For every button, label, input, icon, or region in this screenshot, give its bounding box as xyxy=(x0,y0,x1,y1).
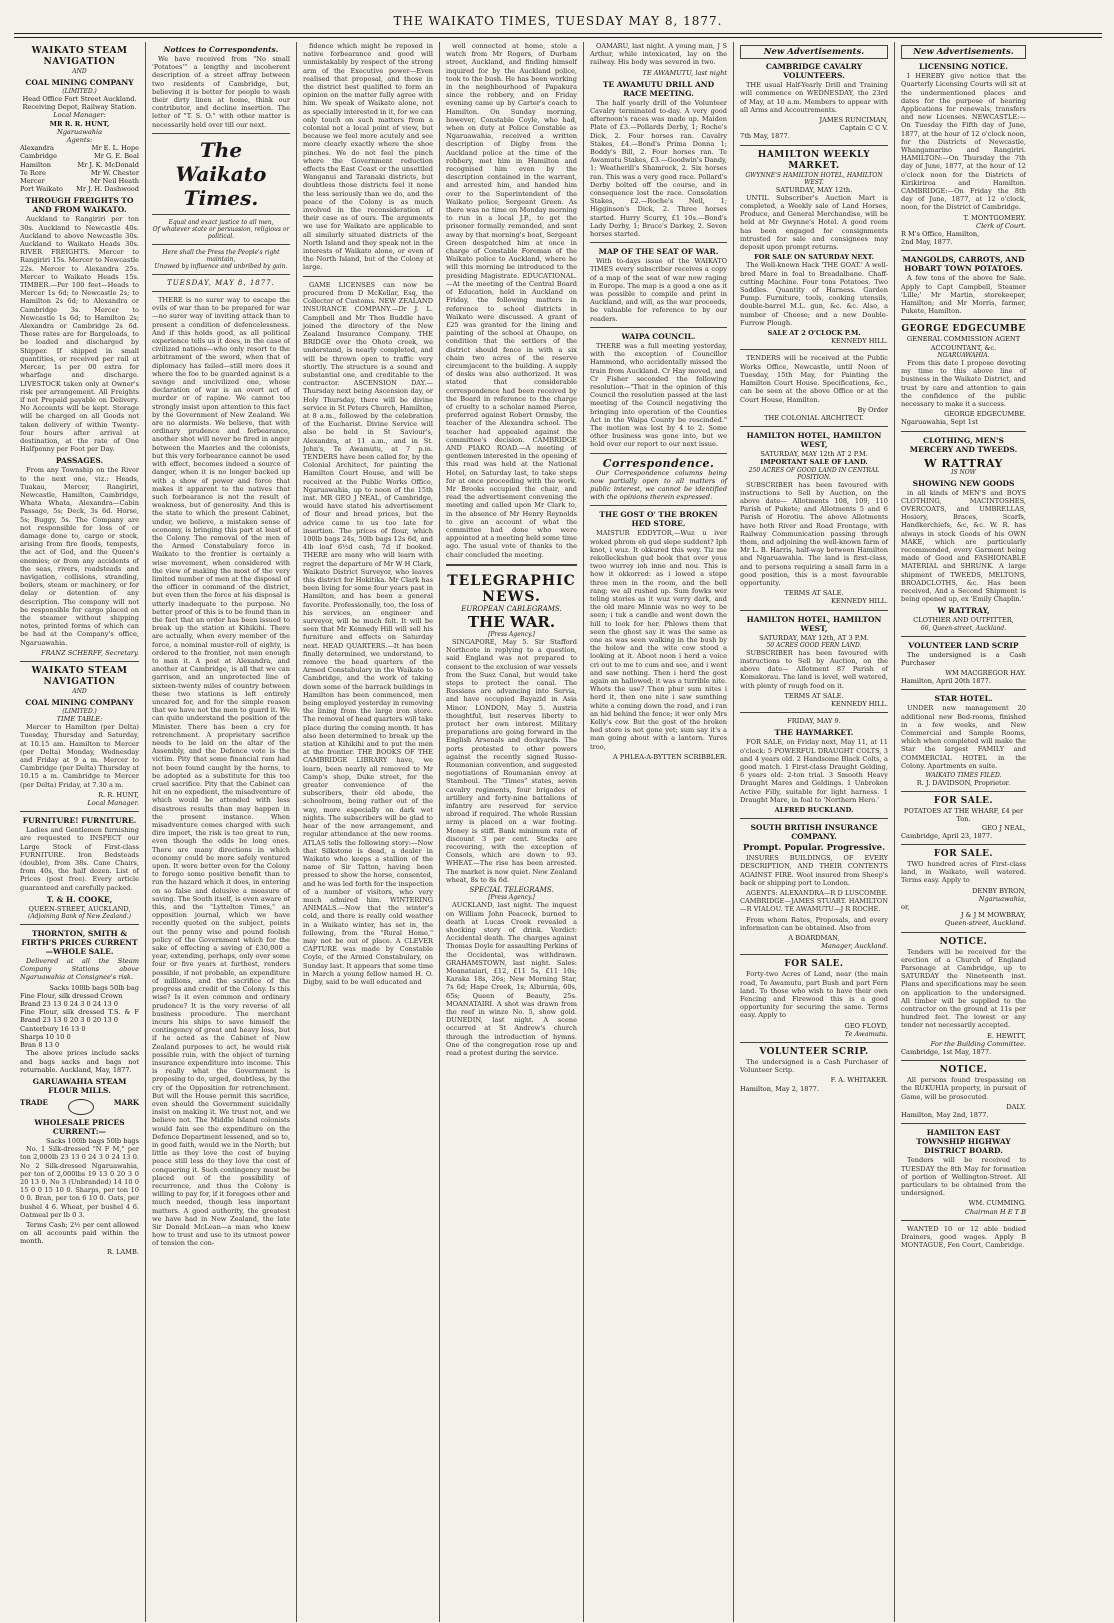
special-press-agency: [Press Agency.] xyxy=(488,894,535,902)
edgecumbe-date: Ngaruawahia, Sept 1st xyxy=(901,418,978,427)
oamaru-item: OAMARU, last night. A young man, J S Arthur, while intoxicated, lay on the railway. His body was severed in two. xyxy=(590,42,727,67)
map-body: With to-days issue of the WAIKATO TIMES every subscriber receives a copy of a map of the seat of war now raging in Europe. The map is a good a one as it was possible to compile and print in Auckland, and will, as the war proceeds, be valuable for reference to by our readers. xyxy=(590,257,727,323)
edgecumbe-place: NGARUAWAHIA. xyxy=(937,351,990,359)
editorial-dateline: TUESDAY, MAY 8, 1877. xyxy=(167,278,275,287)
market-time: SALE AT 2 O'CLOCK P.M. xyxy=(767,329,861,338)
land-forsale-place: Ngaruawahia, xyxy=(978,894,1026,903)
new-ads-header: New Advertisements. xyxy=(740,45,888,59)
divider xyxy=(740,954,888,955)
scrip-sign: F. A. WHITAKER. xyxy=(830,1076,888,1085)
cavalry-title: CAMBRIDGE CAVALRY VOLUNTEERS. xyxy=(765,62,863,81)
column-4 xyxy=(440,42,584,1622)
timetable-title: TIME TABLE: xyxy=(56,715,103,723)
licensing-body: I HEREBY give notice that the Quarterly Licensing Courts will sit at the undermentioned places and dates for the purpose of hearing Applications for renewals, transfers and new Licenses. NEWCASTLE:—On Tuesday the Fifth day of June, 1877, at the hour of 12 o'clock noon, for the Districts of Newcastle, Whangamarino and Rangiriri. HAMILTON:—On Thursday the 7th day of June, 1877, at the hour of 12 o'clock noon for the Districts of Kirikiriroa and Hamilton. CAMBRIDGE:—On Friday the 8th day of June, 1877, at 12 o'clock, noon, for the District of Cambridge. xyxy=(901,72,1026,212)
wsn-limited: (LIMITED.) xyxy=(62,88,97,95)
divider xyxy=(590,505,727,506)
land-forsale-body: TWO hundred acres of First-class land, in Waikato, well watered. Terms easy. Apply to xyxy=(901,860,1026,885)
manager-2-role: Local Manager. xyxy=(87,799,139,808)
price-row: Fine Flour, silk dressed T.S. & F Brand 23 13 0 20 3 0 20 13 0 xyxy=(20,1008,139,1025)
market-title: HAMILTON WEEKLY MARKET. xyxy=(757,149,871,171)
price-list xyxy=(20,992,139,1049)
haymarket-title: THE HAYMARKET. xyxy=(774,728,854,738)
tenders-by: By Order xyxy=(857,405,888,414)
trade-mark-emblem xyxy=(68,1099,94,1115)
hotel2-sub: 50 ACRES GOOD FERN LAND. xyxy=(766,641,862,649)
divider xyxy=(590,327,727,328)
drill-dateline: TE AWAMUTU, last night xyxy=(642,68,727,77)
hotel-date: SATURDAY, MAY 12th AT 2 P.M. xyxy=(760,450,868,459)
rattray-body: in all kinds of MEN'S and BOYS CLOTHING, MACINTOSHES, OVERCOATS, and UMBRELLAS, Hosiery, Braces, Scarfs, Handkerchiefs, &c, &c. W. R. has always in stock Goods of his OWN MAKE, which are particularly recommended, every Garment being made of Good and FASHIONABLE MATERIAL and SHRUNK. A large shipment of TWEEDS, MELTONS, BROADCLOTHS, &c. Has been received, And a Second Shipment is being opened up, ex 'Emily Chaplin.' xyxy=(901,488,1026,604)
mangolds-title: MANGOLDS, CARROTS, AND HOBART TOWN POTATOES. xyxy=(902,255,1025,274)
column-2 xyxy=(146,42,297,1622)
highway-title: HAMILTON EAST TOWNSHIP HIGHWAY DISTRICT BOARD. xyxy=(916,1128,1011,1156)
market-items: The Well-known Hack 'THE GOAT.' A well-bred Mare in foal to Breadalbane. Chaff-cutting Machine. Four tons Potatoes. Two Saddles. Quantity of Harness. Garden Pump. Furniture, tools, cooking utensils, double-barrel M.L. gun, &c. &c. Also, a number of Cheese; and a new Double-Furrow Plough. xyxy=(740,261,888,327)
wsn-manager: MR R. R. HUNT, xyxy=(49,119,110,128)
agent-row xyxy=(20,185,139,193)
furniture-body: Ladies and Gentlemen furnishing are requested to INSPECT our Large Stock of First-class FURNITURE. Iron Bedsteads (double), from 38s. Cane Chairs, from 40s, the half dozen. List of Prices (post free). Every article guaranteed and carefully packed. xyxy=(20,826,139,892)
wsn-company-2: COAL MINING COMPANY xyxy=(25,698,134,707)
potatoes-title: FOR SALE. xyxy=(933,796,994,807)
highway-body: Tenders will be received to TUESDAY the 8th May for formation of portion of Wellington-Street. All particulars to be obtained from the undersigned. xyxy=(901,1156,1026,1198)
notice-body: Tenders will be received for the erection of a Church of England Parsonage at Cambridge, up to SATURDAY the Nineteenth inst. Plans and specifications may be seen on application to the undersigned. All timber will be supplied to the contractor on the ground at 11s per hundred feet. The lowest or any tender not necessarily accepted. xyxy=(901,947,1026,1030)
war-body: SINGAPORE, May 5. Sir Stafford Northcote in replying to a question, said England was not prepared to consent to the exclusion of war vessels from the Suez Canal, but would take steps to protect the canal. The Russians are advancing into Servia, and have occupied Bayazid in Asia Minor. LONDON, May 5. Austria thoughtful, but reserves liberty to protect her own interest. Military preparations are going forward in the English Arsenals and dockyards. The ports protested to other powers against the recently signed Russo-Roumanian convention, and suggested negotiations of Roumanian envoy at Stamboul. The "Times" states, seven cavalry regiments, four brigades of artillery and forty-nine battalions of infantry are reserved for service abroad if required. The whole Russian army is placed on a war footing. Money is stiff. Bank minimum rate of discount 3 per cent. Stocks are recovering, with the exception of Consols, which are down to 93. WHEAT.—The rise has been arrested. The market is now quiet. New Zealand wheat, 8s to 8s 6d. xyxy=(446,638,577,884)
notice2-sign: DALY. xyxy=(1006,1102,1026,1111)
wsn-place: Ngaruawahia xyxy=(56,127,103,136)
hotel-body: SUBSCRIBER has been favoured with instructions to Sell by Auction, on the above date— Allotments 108, 109, 110 Parish of Pukete; and Allotments 5 and 6 Parish of Horotiu. The above Allotments have both River and Road Frontage, with Railway Communication passing through them, and adjoining the well-known farm of Mr L. B. Harris, half-way between Hamilton and Ngaruawahia. The land is first-class, and to persons requiring a small farm in a good position, this is a most favourable opportunity. xyxy=(740,480,888,587)
land-forsale-addr: Queen-street, Auckland. xyxy=(944,919,1026,928)
volunteer-title: VOLUNTEER LAND SCRIP xyxy=(908,640,1019,650)
south-british-info: From whom Rates, Proposals, and every information can be obtained. Also from xyxy=(740,915,888,932)
cooke-name: T. & H. COOKE, xyxy=(46,894,113,904)
drill-title: TE AWAMUTU DRILL AND RACE MEETING. xyxy=(602,79,715,98)
star-filed: WAIKATO TIMES FILED. xyxy=(925,772,1002,779)
notice-role: For the Building Committee. xyxy=(930,1039,1026,1048)
wsn-title-2: WAIKATO STEAM NAVIGATION xyxy=(31,666,128,687)
land-forsale-sign: DENBY BYRON, xyxy=(972,886,1026,895)
rattray-role: CLOTHIER AND OUTFITTER, xyxy=(913,616,1014,625)
divider xyxy=(901,791,1026,792)
rattray-name: W RATTRAY xyxy=(924,456,1003,470)
terms: Terms Cash; 2½ per cent allowed on all accounts paid within the month. xyxy=(20,1220,139,1246)
telegraphic-title: TELEGRAPHIC NEWS. xyxy=(447,572,576,605)
licensing-date: 2nd May, 1877. xyxy=(901,238,953,247)
edgecumbe-body: From this date I propose devoting my time to this above line of business in the Waikato District, and trust by care and attention to gain the confidence of the public necessary to make it a success. xyxy=(901,358,1026,408)
agent-row xyxy=(20,144,139,152)
land-forsale-or: or, xyxy=(901,903,910,912)
trade-label: TRADE xyxy=(20,1097,48,1107)
lamb-signature: R. LAMB. xyxy=(107,1247,139,1256)
south-british-slogan: Prompt. Popular. Progressive. xyxy=(742,843,886,854)
price-row: Sharps 10 10 0 xyxy=(20,1032,71,1041)
divider xyxy=(740,426,888,427)
passages-title: PASSAGES. xyxy=(55,456,104,466)
friday-date: FRIDAY, MAY 9. xyxy=(787,717,841,726)
wsn-limited-2: (LIMITED.) xyxy=(62,708,97,715)
clothing-title: CLOTHING, MEN'S MERCERY AND TWEEDS. xyxy=(909,435,1018,454)
hotel2-terms: TERMS AT SALE. xyxy=(784,691,844,700)
european-cablegrams: EUROPEAN CABLEGRAMS. xyxy=(461,604,562,613)
divider xyxy=(740,349,888,350)
price-header: Sacks 100lb bags 50lb bag xyxy=(49,983,139,992)
star-body: UNDER new management 20 additional new Bed-rooms, finished in a few weeks, and New Commercial and Sample Rooms, which when completed will make the Star the largest FAMILY and COMMERCIAL HOTEL in the Colony. Apartments en suite. xyxy=(901,704,1026,770)
tenders-sign: THE COLONIAL ARCHITECT. xyxy=(764,413,864,422)
forsale-place: Te Awamutu. xyxy=(844,1029,888,1038)
wholesale-title: WHOLESALE PRICES CURRENT:— xyxy=(34,1117,125,1136)
agent-place: Port Waikato xyxy=(20,185,63,194)
special-body: AUCKLAND, last night. The inquest on William John Peacock, burned to death at Lucas Creek revealed a shocking story of drink. Verdict: Accidental death. The charges against Thomas Doyle for assaulting Perkins of the Occidental, was withdrawn. GRAHAMSTOWN, last night. Sales: Moanataiari, £12, £11 5s, £11 10s; Karaka 18s, 26s; New Morning Star, 7s 6d; Hape Creek, 1s; Alburnia, 60s, 65s; Queen of Beauty, 25s. MOANATAIRI. A shot was drawn from the reef in winze No. 5, show gold. DUNEDIN, last night. A scene occurred at St Andrew's church through the introduction of hymns. One of the congregation rose up and read a protest during the service. xyxy=(446,901,577,1057)
forsale-title: FOR SALE. xyxy=(784,959,844,970)
divider xyxy=(901,319,1026,320)
potatoes-sign: GEO J NEAL, xyxy=(981,823,1026,832)
potatoes-body: POTATOES AT THE WHARF, £4 per Ton. xyxy=(903,807,1024,824)
ghost-body: MAISTUR EDDYTOR,—Wuz u iver woked phrom eh gud slepe suddent? Iph knot, i wuz. It okkured this wey. Tiz me rekolleckshun gud book that over yous twoo wurrey ioh inne and nou. This is how it okkorred: as i lowed a stepe three men in the room, and the bell rang; we all rushed up. Sum fowks wer teling stories as it wuz verry dark, and the old mare Minnie was no wey to be seen; i tuk a candle and went down the hill to look for her. Phlows them that seen the ghost say it was the same as one as was seen walking in the bush by the holow and the wite cow stood a looking at it. Aboot noon i herd a voice cri out to me to cum and see, and i went and saw nothing. Then i herd the gost again an hallowed; it was a turrible nite. Whots the use? Then phur sum nites i herd it, then one nite i saw sumthing white a coming down the road, and i ran an hid behind the fence; it wer only Mrs Kelly's cow. But the gost of the broken hed store is not gone yet; sum say it's a man going about with a lantern. Yures troo, xyxy=(590,529,727,751)
agent-place: Te Rore xyxy=(20,168,46,177)
south-british-agents: AGENTS: ALEXANDRA—R D LUSCOMBE. CAMBRIDGE—JAMES STUART. HAMILTON—R VIALOU. TE AWAMUTU—J R ROCHE. xyxy=(740,889,888,914)
divider xyxy=(152,244,290,245)
agent-row xyxy=(20,161,139,169)
rattray-sign: W RATTRAY, xyxy=(937,606,990,616)
cavalry-sign: JAMES RUNCIMAN, xyxy=(819,116,888,125)
market-loc: GWYNNE'S HAMILTON HOTEL, HAMILTON WEST. xyxy=(745,171,883,186)
agent-name: Mr W. Chester xyxy=(90,168,139,177)
editorial-body: THERE is no surer way to escape the evils of war than to be prepared for war—no surer way of inviting attack than to present a condition of defencelessness. And if this holds good, as all political experience tells us it does, in the case of civilized nations—who only resort to the arbitrament of the sword, when that of diplomacy has failed—still more does it where the foe to be guarded against is a savage and uncivilized one, whose declaration of war is an overt act of murder or of rapine. We cannot too strongly insist upon attention to this fact by the Government of New Zealand. We are no alarmists. We believe, that with ordinary prudence and forbearance, another shot will never be fired in anger between the Maories and the colonists, but this very forbearance cannot be used with effect, becomes indeed a source of danger, when it is no longer backed up with a show of power and force that makes it apparent to the natives that such forbearance is not the result of weakness, but of generosity. And this is the state to which the present Cabinet, under, we believe, a mistaken sense of economy, is bringing this part at least of the Colony. The removal of the men of the Armed Constabulary force in Waikato to the frontier is certainly a wise movement, when considered with the view of making the most of the very limited number of men at the disposal of the officer in command of the district, but even then the force at his disposal is utterly inadequate to the purpose. No better proof of this is to be found than in the fact that an order has been issued to break up the station at Kihikihi. There are actually, when every member of the force, a nominal muster-roll of eighty, is ordered to the frontier, not men enough to man it. A post at Alexandra, and another at Cambridge, is all that we can garrison, and an unprotected line of sixteen-twenty miles of country between these two stations is left entirely uncared for, and for the simple reason that we have not the men to guard it. We can quite understand the position of the Minister. There has been a cry for retrenchment. A proprietary sacrifice needs to be laid on the altar of the Assembly, and the Defence vote is the victim. Pity that some financial ram had not been found caught by the horns, to be adopted as a substitute for this too cruel sacrifice. Pity that the Cabinet can hit on no expedient, the misadventure of which would be attended with less disastrous results than may happen in the present instance. When misadventure comes charged with such dire import, the risk is too great to run, even though the odds be long ones. There are many directions in which economy could be more safely ventured upon. It were better even for the Colony to forego some positive benefit than to run the hazard which it does, in entering on so false and delusive a measure of saving. The South itself, is even aware of this, and the "Lyttelton Times," an opposition journal, which we have recently quoted on the subject, points out the penny wise and pound foolish policy of the Government which for the sake of effecting a saving of £30,000 a year, extending, perhaps, only over some four or five years at furthest, renders possible, if not probable, an expenditure of millions, and the sacrifice of the progress and credit of the Colony. Is this wise? Is it even common and ordinary prudence? It is the very reverse of all business procedure. The merchant incurs his ships to save himself the contingency of great and heavy loss, but if he acted as the Cabinet of New Zealand purposes to act, he would risk possible ruin, with the object of turning insurance expenditure into income. This is really what the Government is proposing to do, urged, doubtless, by the cry of the Opposition for retrenchment. But will the House permit this sacrifice, even should the Government suicidally insist on making it. We trust not, and we believe not. The Middle Island colonists would fain see the expenditure on the Defence Department lessened, and so to, in good faith, would we in the North; but little as they love the cost of buying peace still less do they love the cost of conquering it. Such contingency must be placed out of the possibility of recurrence, and thus the Colony is willing to pay for, if it foregoes other and much needed, though less important matters. A good authority, the greatest we have had in New Zealand, the late Sir Donald McLean—a man who knew how to trust and use to its utmost power of tension the con- xyxy=(152,296,290,1248)
divider xyxy=(152,274,290,275)
ghost-signature: A PHLEA-A-BYTTEN SCRIBBLER. xyxy=(613,752,727,761)
volunteer-date: Hamilton, April 20th 1877. xyxy=(901,677,991,686)
divider xyxy=(901,250,1026,251)
war-title: THE WAR. xyxy=(467,613,556,631)
special-telegrams: SPECIAL TELEGRAMS. xyxy=(469,886,554,895)
divider xyxy=(740,1042,888,1043)
divider xyxy=(446,564,577,568)
market-date: SATURDAY, MAY 12th. xyxy=(775,185,853,194)
mark-label: MARK xyxy=(113,1097,139,1107)
hotel-acres: 250 ACRES OF GOOD LAND IN CENTRAL POSITION. xyxy=(748,466,880,481)
divider xyxy=(590,453,727,454)
licensing-office: R M's Office, Hamilton, xyxy=(901,230,980,239)
price-note: The above prices include sacks and bags sacks and bags not returnable. Auckland, May, 1877. xyxy=(20,1049,139,1074)
agent-place: Alexandra xyxy=(20,144,54,153)
freights-body: Auckland to Rangiriri per ton 30s. Auckland to Newcastle 40s. Auckland to above Newcastle 30s. Auckland to Waikato Heads 30s. RIVER FREIGHTS. Mercer to Rangiriri 15s. Mercer to Newcastle 22s. Mercer to Alexandra 25s. Mercer to Waikato Heads 15s. TIMBER.—Per 100 feet—Heads to Mercer 1s 6d; to Newcastle 2s; to Hamilton 2s 6d; to Alexandra or Cambridge 3s. Mercer to Newcastle 1s 6d; to Hamilton 2s; Alexandra or Cambridge 2s 6d. These rates are for Bargeloads, to be loaded and discharged by Shipper. If shipped in small quantities, or received per rail at Mercer, 1s per 00 extra for wharfage and discharge. LIVESTOCK taken only at Owner's risk per arrangement. All Freights if not Prepaid payable on Delivery. No Accounts will be kept. Storage will be charged on all Goods not taken delivery of within Twenty-four hours after arrival at destination, at the rate of One Halfpenny per Foot per Day. xyxy=(20,215,139,454)
notice-title: NOTICE. xyxy=(939,936,988,947)
divider xyxy=(901,689,1026,690)
market-body: UNTIL Subscriber's Auction Mart is completed, a Weekly sale of Land Horses, Produce, and General Merchandise, will be held at Mr Gwynne's Hotel. A good room has been engaged for consignments intrusted for sale and consignees may deposit upon prompt returns. xyxy=(740,193,888,252)
cavalry-date: 7th May, 1877. xyxy=(740,132,790,141)
masthead-rule xyxy=(14,33,1102,34)
highway-sign: WM. CUMMING. xyxy=(968,1199,1026,1208)
hotel-terms: TERMS AT SALE. xyxy=(784,589,844,598)
notice2-date: Hamilton, May 2nd, 1877. xyxy=(901,1111,989,1120)
divider xyxy=(901,844,1026,845)
divider xyxy=(901,1060,1026,1061)
volunteer-body: The undersigned is a Cash Purchaser xyxy=(901,650,1026,667)
agent-name: Mr G. E. Beal xyxy=(93,152,139,161)
wsn-agents-label: Agents: xyxy=(66,136,93,145)
licensing-role: Clerk of Court. xyxy=(976,221,1026,230)
edgecumbe-title: GEORGE EDGECUMBE xyxy=(901,324,1026,335)
price-row: Bran 8 13 0 xyxy=(20,1041,60,1050)
agent-name: Mr J. H. Dashwood xyxy=(76,185,139,194)
divider xyxy=(590,242,727,243)
divider xyxy=(901,431,1026,432)
divider xyxy=(20,811,139,812)
divider xyxy=(152,214,290,215)
divider xyxy=(152,133,290,134)
agent-name: Mr J. K. McDonald xyxy=(77,160,139,169)
divider xyxy=(20,661,139,662)
edgecumbe-sub2: ACCOUNTANT, &c. xyxy=(930,343,997,352)
hotel2-body: SUBSCRIBER has been favoured with instructions to Sell by Auction, on the above date— Allotment 87 Parish of Komakorau. The land is level, well watered, with plenty of rough food on it. xyxy=(740,648,888,690)
agent-place: Cambridge xyxy=(20,152,58,161)
new-ads-header-2: New Advertisements. xyxy=(901,45,1026,59)
wsn-company: COAL MINING COMPANY xyxy=(25,78,134,87)
star-sign: R. J. DAVIDSON, Proprietor. xyxy=(916,779,1011,787)
cavalry-body: THE usual Half-Yearly Drill and Training will commence on WEDNESDAY, the 23rd of May, at 10 a.m. Members to appear with all Arms and Accoutrements. xyxy=(740,81,888,114)
column-7 xyxy=(895,42,1032,1622)
mangolds-body: A few tons of the above for Sale. Apply to Capt Campbell, Steamer 'Lille;' Mr Martin, storekeeper, Hamilton; and Mr Morris, farmer, Pukete, Hamilton. xyxy=(901,274,1026,316)
wsn-and: AND xyxy=(72,68,87,75)
agent-place: Hamilton xyxy=(20,160,52,169)
potatoes-date: Cambridge, April 23, 1877. xyxy=(901,831,993,840)
notice2-body: All persons found trespassing on the RUKUHIA property, in pursuit of Game, will be prosecuted. xyxy=(901,1076,1026,1101)
edgecumbe-sub: GENERAL COMMISSION AGENT xyxy=(906,335,1021,344)
motto-1: Equal and exact justice to all men, xyxy=(168,218,274,226)
market-sign: KENNEDY HILL. xyxy=(830,337,888,346)
correspondence-title: Correspondence. xyxy=(602,456,715,470)
wsn-and-2: AND xyxy=(72,688,87,695)
agent-row xyxy=(20,177,139,185)
wsn-office: Head Office Fort Street Auckland. xyxy=(22,95,137,103)
scrip-date: Hamilton, May 2, 1877. xyxy=(740,1084,819,1093)
haymarket-body: FOR SALE, on Friday next, May 11, at 11 o'clock: 5 POWERFUL DRAUGHT COLTS, 3 and 4 years old. 2 Handsome Black Colts, a good match. 1 First-class Draught Gelding, 6 years old: 2-ton trial. 3 Smooth Heavy Draught Mares and Geldings. 1 Unbroken Active Filly, suitable for light harness. 1 Draught Mare, in foal to 'Northern Hero.' xyxy=(740,738,888,804)
south-british-sign: A BOARDMAN, xyxy=(788,934,840,943)
masthead: THE WAIKATO TIMES, TUESDAY MAY 8, 1877. xyxy=(393,14,723,28)
furniture-title: FURNITURE! FURNITURE. xyxy=(22,816,137,826)
columns xyxy=(14,42,1102,1622)
ghost-title: THE GOST O' THE BROKEN HED STORE. xyxy=(599,510,718,529)
land-forsale-title: FOR SALE. xyxy=(933,849,994,860)
forsale-body: Forty-two Acres of Land, near (the main road, Te Awamutu, part Bush and part Fern land. To those who wish to have their own Fencing and Firewood this is a good opportunity for securing the same. Terms easy. Apply to xyxy=(740,970,888,1020)
passages-body: From any Township on the River to the next one, viz.: Heads, Tuakau, Mercer, Rangiriri, Newcastle, Hamilton, Cambridge, Whata Whata, Alexandra—Cabin Passage, 5s; Deck, 3s 6d. Horse, 5s; Buggy, 5s. The Company are not responsible for loss of or damage done to, cargo or stock, arising from fire floods, tempests, the act of God, and the Queen's enemies; or from any accidents of the seas, rivers, roadsteads and navigation, collisions, stranding, boilers, steam or machinery, or for delay or detention of any description. The company will not be responsible for cargo placed on the steamer without shipping notes, printed forms of which can be had at the Company's office, Ngaruawahia. xyxy=(20,466,139,647)
masthead-rule-2 xyxy=(14,37,1102,38)
hotel2-title: HAMILTON HOTEL, HAMILTON WEST, xyxy=(746,614,882,633)
freights-title: THROUGH FREIGHTS TO AND FROM WAIKATO. xyxy=(25,196,134,215)
column-6 xyxy=(734,42,895,1622)
divider xyxy=(303,276,433,277)
price-row: Brand 23 13 0 24 3 0 24 13 0 xyxy=(20,1000,118,1009)
motto-2: Of whatever state or persuasion, religious or political. xyxy=(152,225,290,240)
wholesale-header: Sacks 100lb bags 50lb bags xyxy=(45,1136,139,1145)
motto-4: Unawed by influence and unbribed by gain. xyxy=(154,262,288,270)
agent-row xyxy=(20,152,139,160)
rattray-is: IS NOW xyxy=(951,468,976,476)
showing-new-goods: SHOWING NEW GOODS xyxy=(912,478,1015,488)
waipa-body: THERE was a full meeting yesterday, with the exception of Councillor Hammond, who accidentally missed the train from Auckland. Cr Hay moved, and Cr Fisher seconded the following resolution—"That in the opinion of this Council the resolution passed at the last meeting of the Council negativing the bringing into operation of the Counties Act in the Waipa County be rescinded." The motion was lost by 4 to 2. Some other business was gone into, but we hold over our report to our next issue. xyxy=(590,341,727,449)
forsale-sign: GEO FLOYD, xyxy=(844,1021,888,1030)
editorial-continued: fidence which might be reposed in native forbearance and good will unmistakably by respect of the strong arm of the Executive power—Even realised that proposal, and those in the district best qualified to form an opinion on the matter fully agree with him. We speak of Waikato alone, not as specially interested in it, for we can only touch on such matters from a colonial not a local point of view, but because we feel more acutely and see more clearly exactly where the shoe pinches. We do not feel the pinch where the Government reduction effects the East Coast or the unsettled Wanganui and Taranaki districts, but doubtless those districts feel it none the less seriously than we do, and the peace of the Colony is as much involved in the reconsideration of their case as of ours. The arguments we use for Waikato are applicable to all similarly situated districts of the North Island and they speak not in the interests of Waikato alone, or even of the North Island, but of the Colony at large. xyxy=(303,42,433,272)
secretary: FRANZ SCHERFF, Secretary. xyxy=(41,648,139,657)
column-5 xyxy=(584,42,734,1622)
notice-sign: E. HEWITT, xyxy=(987,1031,1026,1040)
edgecumbe-sign: GEORGE EDGECUMBE. xyxy=(944,410,1026,419)
trade-mark-row xyxy=(20,1099,139,1115)
tenders-body: TENDERS will be received at the Public Works Office, Newcastle, until Noon of Tuesday, 15th May, for Painting the Hamilton Court House. Specifications, &c., can be seen at the above Office or at the Court House, Hamilton. xyxy=(740,354,888,404)
column-1 xyxy=(14,42,146,1622)
divider xyxy=(740,145,888,146)
licensing-sign: T. MONTGOMERY. xyxy=(963,213,1026,222)
volunteer-sign: WM MACGREGOR HAY. xyxy=(945,668,1026,677)
agent-name: Mr Neil Heath xyxy=(90,177,139,186)
notice-date: Cambridge, 1st May, 1877. xyxy=(901,1048,992,1057)
scrip-title: VOLUNTEER SCRIP. xyxy=(759,1047,869,1058)
star-title: STAR HOTEL. xyxy=(934,694,993,704)
map-title: MAP OF THE SEAT OF WAR. xyxy=(598,247,719,257)
divider xyxy=(901,1220,1026,1221)
hotel-sign: KENNEDY HILL. xyxy=(830,597,888,606)
land-forsale-sign2: J & J M MOWBRAY, xyxy=(960,911,1026,920)
price-row: Canterbury 16 13 0 xyxy=(20,1024,86,1033)
price-row: Fine Flour, silk dressed Crown xyxy=(20,991,123,1000)
correspondence-note: Our Correspondence columns being now partially open to all matters of public interest, we cannot be identified with the opinions therein expressed. xyxy=(590,468,727,502)
divider xyxy=(20,924,139,925)
wsn-agents xyxy=(20,144,139,193)
wholesale-body: No. 1 Silk-dressed "N F M," per ton 2,000lb 23 13 0 24 3 0 24 13 0. No 2 Silk-dressed Ngaruawahia, per ton of 2,000lbs 19 13 0 20 3 0 20 13 0. No 3 (Unbranded) 14 10 0 15 0 0 15 10 0. Sharps, per ton 10 0 0. Bran, per ton 6 10 0. Oats, per bushel 4 6. Wheat, per bushel 4 6. Oatmeal per lb 0 3. xyxy=(20,1145,139,1219)
waikato-times-logo: The Waikato Times. xyxy=(175,137,267,210)
rattray-addr: 66, Queen-street, Auckland. xyxy=(920,624,1007,632)
licensing-title: LICENSING NOTICE. xyxy=(919,62,1008,72)
notices-body: We have received from "No small 'Potatoes'" a lengthy and incoherent description of a street affray between two residents of Cambridge, but, believing it is better for people to wash their dirty linen at home, think our contributor, and decline insertion. The letter of "T. S. O." with other matter is necessarily held over till our next. xyxy=(152,55,290,129)
mills-title: GARUAWAHIA STEAM FLOUR MILLS. xyxy=(32,1076,127,1095)
divider xyxy=(740,712,888,713)
hotel2-sign: KENNEDY HILL. xyxy=(830,699,888,708)
south-british-role: Manager, Auckland. xyxy=(821,942,888,951)
divider xyxy=(901,932,1026,933)
hotel-sub: IMPORTANT SALE OF LAND. xyxy=(760,458,868,467)
divider xyxy=(901,636,1026,637)
south-british-body: INSURES BUILDINGS, OF EVERY DESCRIPTION, AND THEIR CONTENTS AGAINST FIRE. Wool insured from Sheep's back or shipping port to London. xyxy=(740,854,888,887)
wsn-depot: Receiving Depot, Railway Station. xyxy=(22,103,137,112)
agent-name: Mr E. L. Hope xyxy=(91,144,139,153)
local-news-continued: well connected at home, stole a watch from Mr Rogers, of Durham street, Auckland, and finding himself inquired for by the Auckland police, took to the bush. He has been working in the neighbourhood of Papakura since the robbery, and on Friday evening came up by Carter's coach to Hamilton. On Sunday morning, however, Constable Coyle, who had, when on duty at Police Constable as Ngaruawahia, received a written description of Digby from the Auckland police at the time of the robbery, met him in Hamilton and recognised him even by the description contained in the warrant, and arrested him, and handed him over to the Superintendent of the Waikato police, Sergeant Green. As there was no time on Monday morning to run in a local J.P., to get the prisoner formally remanded, and sent away by that morning's boat, Sergeant Green despatched him at once in charge of Constable Foreman of the Waikato police to Auckland, where he will this morning be introduced to the presiding Magistrate. EDUCATIONAL.—At the meeting of the Central Board of Education, held in Auckland on Friday, the following matters in reference to school districts in Waikato were discussed. A grant of £25 was granted for the lining and painting of the school at Ohaupo, on condition that the settlers of the district should fence in with a six chain two acres of the reserve circumjacent to the building. A supply of desks was also authorized. It was stated that considerable correspondence had been received by the Board in reference to the charge of cruelty to a scholar named Pierce, preferred against Robert Ormsby, the teacher of the Alexandra school. The teacher had appealed against the committee's decision. CAMBRIDGE AND PIAKO ROAD.—A meeting of gentlemen interested in the opening of this road was held at the National Hotel, on Saturday last, to take steps for at once proceeding with the work. Mr Brooks occupied the chair, and read the advertisement convening the meeting and called upon Mr Clark to, in the absence of Mr Henry Reynolds to give an account of what the committee had done who were appointed at a meeting held some time ago. The usual vote of thanks to the chair concluded the meeting. xyxy=(446,42,577,559)
wsn-title: WAIKATO STEAM NAVIGATION xyxy=(31,46,128,67)
thornton-note: Delivered at all the Steam Company Stations above Ngaruawahia at Consignee's risk. xyxy=(20,957,139,982)
scrip-body: The undersigned is a Cash Purchaser of Volunteer Scrip. xyxy=(740,1058,888,1075)
hotel-title: HAMILTON HOTEL, HAMILTON WEST, xyxy=(746,431,882,450)
agent-place: Mercer xyxy=(20,177,45,186)
divider xyxy=(740,610,888,611)
thornton-title: THORNTON, SMITH & FIRTH'S PRICES CURRENT—WHOLE SALE. xyxy=(21,929,138,957)
divider xyxy=(901,1123,1026,1124)
timetable-body: Mercer to Hamilton (per Delta) Tuesday, Thursday and Saturday, at 10.15 am. Hamilton to Mercer (per Delta) Monday, Wednesday and Friday at 9 a m. Mercer to Cambridge (per Delta) Thursday at 10.15 a m. Cambridge to Mercer (per Delta) Friday, at 7.30 a m. xyxy=(20,723,139,789)
waipa-title: WAIPA COUNCIL. xyxy=(621,331,696,341)
cooke-addr: QUEEN-STREET, AUCKLAND, xyxy=(28,904,131,913)
wsn-manager-label: Local Manager: xyxy=(53,111,106,120)
local-news: GAME LICENSES can now be procured from D McKellar, Esq, the Collector of Customs. NEW ZEALAND INSURANCE COMPANY.—Dr J. L. Campbell and Mr Thos Buddle have joined the directory of the New Zealand Insurance Company. THE BRIDGE over the Ohoto creek, we understand, is nearly completed, and will be thrown open to traffic very shortly. The structure is a sound and substantial one, and creditable to the contractor. ASCENSION DAY.—Thursday next being Ascension day, or Holy Thursday, there will be divine service in St Peters Church, Hamilton, at 8 a.m., followed by the celebration of the Eucharist. Divine Service will also be held in St Saviour's, Alexandra, at 11 a.m., and in St. John's, Te Awamutu, at 7 p.m. TENDERS have been called for, by the Colonial Architect, for painting the Hamilton Court House, and will be received at the Public Works Office, Ngaruawahia, up to noon of the 15th inst. MR GEO J NEAL, of Cambridge, would have stated his advertisement of flour and bread prices, but the advice came to us too late for insertion. The prices of flour, which 100lb bags 24s, 50lb bags 12s 6d, and 4lb loaf 6½d cash, 7d if booked. THERE are many who will learn with regret the departure of Mr W H Clark, Waikato District Surveyor, who leaves this district for Hokitika. Mr Clark has been living for some four years past in Hamilton, and has been a general favorite. Professionally, too, the loss of his services, an engineer and surveyor, will be much felt. It will be seen that Mr Kennedy Hill will sell his furniture and effects on Saturday next. HEAD QUARTERS.—It has been finally determined, we understand, to remove the head quarters of the Armed Constabulary in the Waikato to Cambridge, and the work of taking down some of the barrack buildings in Hamilton has been commenced, men being employed yesterday in removing the lining from the large iron store. The removal of head quarters will take place during the coming month. It has also been determined to break up the station at Kihikihi and to put the men at the frontier. THE BOOKS OF THE CAMBRIDGE LIBRARY have, we learn, been nearly all removed to Mr Camp's shop, Duke street, for the greater convenience of the subscribers, their old abode, the schoolroom, being rather out of the way, more especially on dark wet nights. The subscribers will be glad to hear of the new arrangement, and regular attendance at the new rooms. ATLAS tells the following story:—Now that Silkstone is dead, a dealer in Waikato who keeps a stallion of the name of Sir Tatton, having been pressed to show the horse, consented, and he was led forth for the inspection of a number of visitors, who very much admired him. WINTERING ANIMALS.—Now that the winter's cold, and there is really cold weather in a Waikato winter, has set in, the following, from the "Rural Home," may not be out of place. A CLEVER CAPTURE was made by Constable Coyle, of the Armed Constabulary, on Sunday last. It appears that some time in March a young fellow named H. O. Digby, said to be well educated and xyxy=(303,280,433,986)
drill-body: The half yearly drill of the Volunteer Cavalry terminated to-day. A very good afternoon's races was made up. Maiden Plate of £3.—Pollards Derby, 1; Roche's Dick, 2. Four horses ran. Cavalry Stakes, £4.—Bond's Prima Donna 1; Boddy's Bill, 2. Four horses ran. Te Awamutu Stakes, £3.—Goodwin's Dandy, 1; Weatherill's Shamrock, 2. Six horses ran. This was a very good race. Pollard's Derby bolted off the course, and in consequence lost the race. Consolation Stakes, £2.—Roche's Nell, 1; Higginson's Dick, 2. Three horses started. Hurry Scurry, £1 10s.—Bond's Lady Derby, 1; Bruce's Darkey, 2. Seven horses started. xyxy=(590,98,727,239)
highway-role: Chairman H E T B xyxy=(964,1207,1026,1216)
notice2-title: NOTICE. xyxy=(939,1065,988,1076)
manager-2: R. R. HUNT, xyxy=(98,790,139,799)
divider xyxy=(152,291,290,292)
press-agency: [Press Agency.] xyxy=(488,631,535,638)
cooke-note: (Adjoining Bank of New Zealand.) xyxy=(27,913,132,921)
agent-row xyxy=(20,169,139,177)
cavalry-role: Captain C C V. xyxy=(839,124,888,133)
notices-title: Notices to Correspondents. xyxy=(163,45,279,54)
motto-3: Here shall the Press the People's right maintain, xyxy=(162,248,280,263)
haymarket-sign: ALFRED BUCKLAND. xyxy=(774,806,854,815)
column-3 xyxy=(297,42,440,1622)
south-british-title: SOUTH BRITISH INSURANCE COMPANY. xyxy=(750,823,878,842)
market-sale: FOR SALE ON SATURDAY NEXT. xyxy=(754,253,874,262)
hotel2-date: SATURDAY, MAY 12th, AT 3 P.M. xyxy=(759,633,869,642)
wanted-body: WANTED 10 or 12 able bodied Drainers, good wages. Apply B MONTAGUE, Fen Court, Cambridge. xyxy=(901,1224,1026,1250)
divider xyxy=(740,818,888,819)
